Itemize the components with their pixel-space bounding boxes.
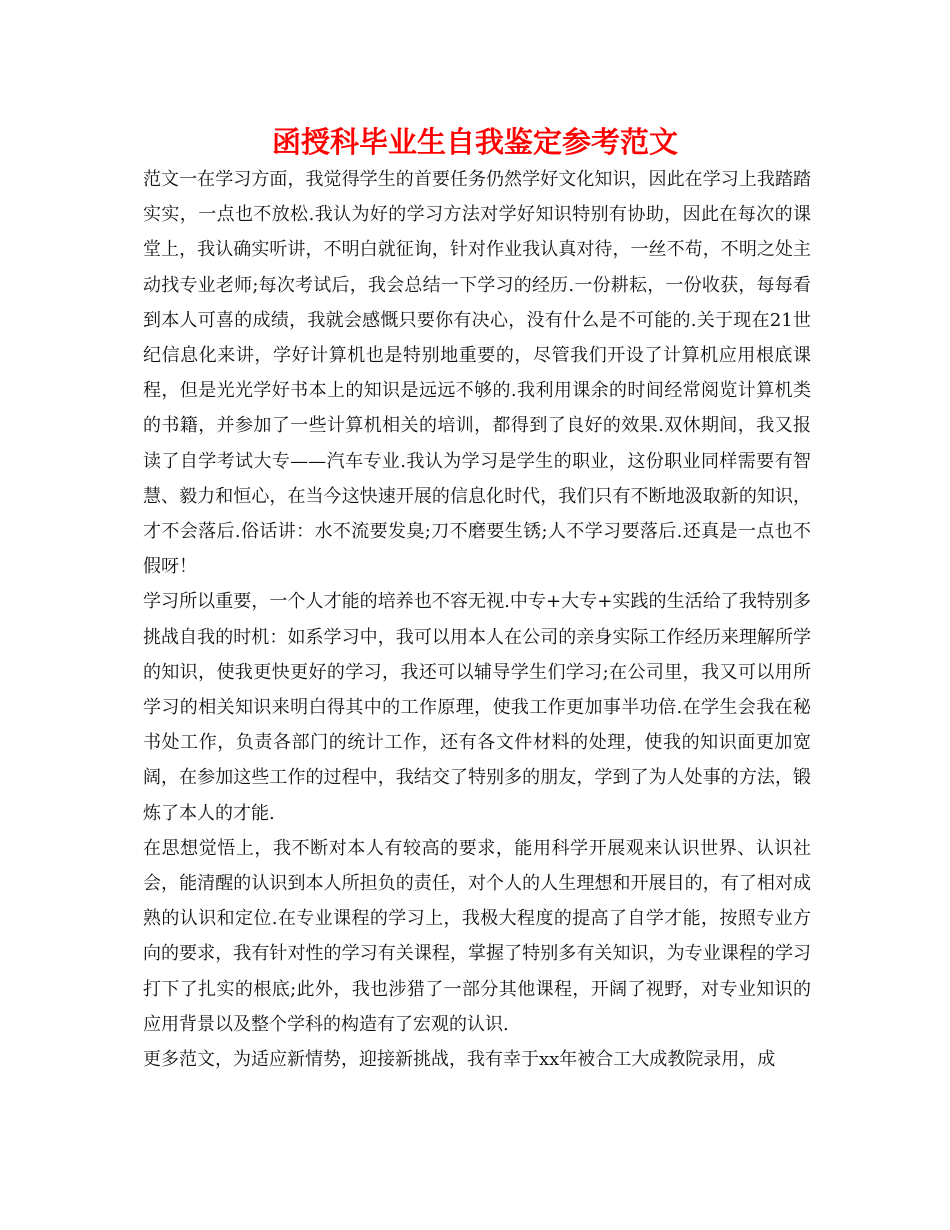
paragraph-more: 更多范文，为适应新情势，迎接新挑战，我有幸于xx年被合工大成教院录用，成 <box>143 1049 776 1071</box>
paragraph-ideology: 在思想觉悟上，我不断对本人有较高的要求，能用科学开展观来认识世界、认识社会，能清醒的认识到本人所担负的责任，对个人的人生理想和开展目的，有了相对成熟的认识和定位.在专业课程的学习上，我极大程度的提高了自学才能，按照专业方向的要求，我有针对性的学习有关课程，掌握了特别多有关知识，为专业课程的学习打下了扎实的根底;此外，我也涉猎了一部分其他课程，开阔了视野，对专业知识的应用背景以及整个学科的构造有了宏观的认识. <box>143 837 811 1035</box>
document-title: 函授科毕业生自我鉴定参考范文 <box>271 125 678 159</box>
paragraph-practice: 学习所以重要，一个人才能的培养也不容无视.中专+大专+实践的生活给了我特别多挑战自我的时机：如系学习中，我可以用本人在公司的亲身实际工作经历来理解所学的知识，使我更快更好的学习，我还可以辅导学生们学习;在公司里，我又可以用所学习的相关知识来明白得其中的工作原理，使我工作更加事半功倍.在学生会我在秘书处工作，负责各部门的统计工作，还有各文件材料的处理，使我的知识面更加宽阔，在参加这些工作的过程中，我结交了特别多的朋友，学到了为人处事的方法，锻炼了本人的才能. <box>143 591 811 824</box>
document-body <box>143 162 811 1077</box>
paragraph-study: 范文一在学习方面，我觉得学生的首要任务仍然学好文化知识，因此在学习上我踏踏实实，一点也不放松.我认为好的学习方法对学好知识特别有协助，因此在每次的课堂上，我认确实听讲，不明白就征询，针对作业我认真对待，一丝不苟，不明之处主动找专业老师;每次考试后，我会总结一下学习的经历.一份耕耘，一份收获，每每看到本人可喜的成绩，我就会感慨只要你有决心，没有什么是不可能的.关于现在21世纪信息化来讲，学好计算机也是特别地重要的，尽管我们开设了计算机应用根底课程，但是光光学好书本上的知识是远远不够的.我利用课余的时间经常阅览计算机类的书籍，并参加了一些计算机相关的培训，都得到了良好的效果.双休期间，我又报读了自学考试大专——汽车专业.我认为学习是学生的职业，这份职业同样需要有智慧、毅力和恒心，在当今这快速开展的信息化时代，我们只有不断地汲取新的知识，才不会落后.俗话讲：水不流要发臭;刀不磨要生锈;人不学习要落后.还真是一点也不假呀！ <box>143 169 811 578</box>
